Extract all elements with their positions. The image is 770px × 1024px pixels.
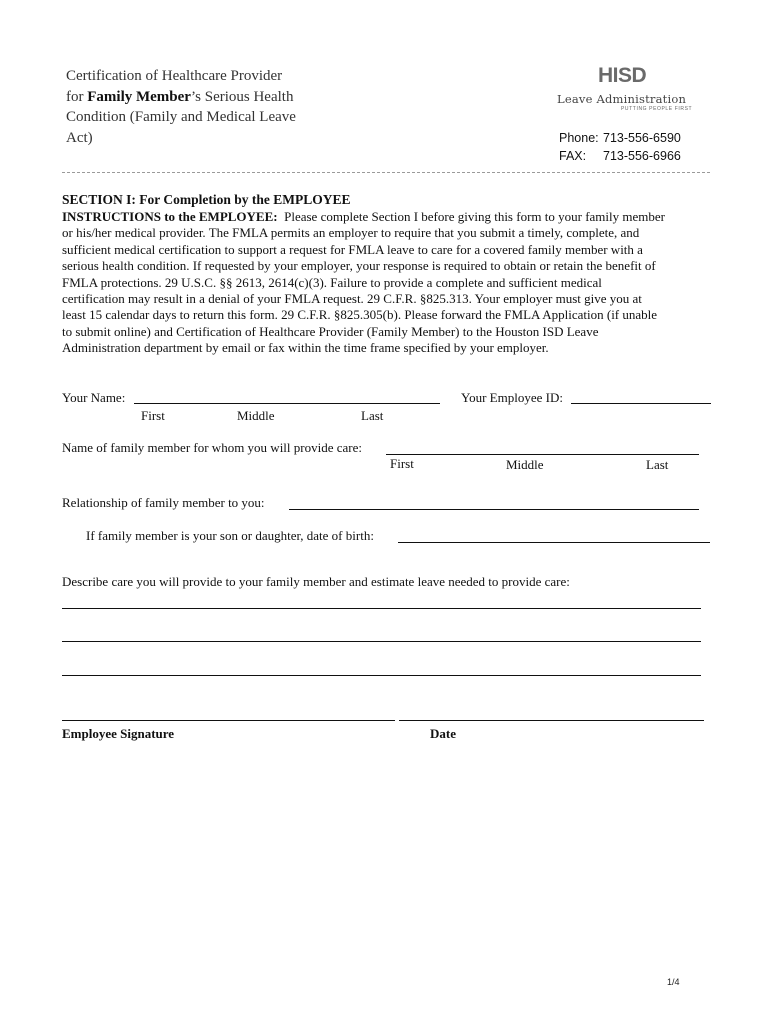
describe-care-line-1[interactable] <box>62 608 701 609</box>
describe-care-label: Describe care you will provide to your family member and estimate leave needed to provide care: <box>62 574 570 589</box>
instructions-line-4: serious health condition. If requested by your employer, your response is required to obtain or retain the benefit of <box>62 258 656 274</box>
instructions-line-5: FMLA protections. 29 U.S.C. §§ 2613, 2614(c)(3). Failure to provide a complete and sufficient medical <box>62 274 602 290</box>
section-heading: SECTION I: For Completion by the EMPLOYEE <box>62 192 351 207</box>
dob-field[interactable] <box>398 542 710 543</box>
family-member-middle-caption: Middle <box>506 457 544 472</box>
employee-signature-field[interactable] <box>62 720 395 721</box>
describe-care-line-3[interactable] <box>62 675 701 676</box>
fax-number: 713-556-6966 <box>603 149 681 163</box>
your-name-field[interactable] <box>134 403 440 404</box>
employee-signature-label: Employee Signature <box>62 726 175 741</box>
page-number: 1/4 <box>667 977 680 987</box>
instructions-line-8: to submit online) and Certification of Healthcare Provider (Family Member) to the Houston ISD Leave <box>62 323 599 339</box>
instructions-block <box>62 209 712 357</box>
instructions-line-1 <box>62 209 712 225</box>
title-serious-health: ’s Serious Health <box>190 88 294 105</box>
your-name-label: Your Name: <box>62 390 126 405</box>
instructions-line-9: Administration department by email or fax within the time frame specified by your employer. <box>62 340 549 356</box>
instructions-line-2: or his/her medical provider. The FMLA permits an employer to require that you submit a timely, complete, and <box>62 225 640 241</box>
dob-label: If family member is your son or daughter, date of birth: <box>86 528 374 543</box>
instructions-line-6: certification may result in a denial of your FMLA request. 29 C.F.R. §825.313. Your employer must give you at <box>62 291 642 307</box>
your-name-last-caption: Last <box>361 408 384 423</box>
form-title-line-4: Act) <box>66 129 93 146</box>
family-member-name-field[interactable] <box>386 454 699 455</box>
fax-line <box>559 149 681 163</box>
your-name-first-caption: First <box>141 408 165 423</box>
employee-id-field[interactable] <box>571 403 711 404</box>
leave-administration-logo-text: Leave Administration <box>557 92 687 106</box>
form-title-line-2 <box>66 87 293 108</box>
phone-line <box>559 131 681 145</box>
signature-date-label: Date <box>430 726 456 741</box>
form-title-line-1: Certification of Healthcare Provider <box>66 68 283 84</box>
phone-label: Phone: <box>559 131 599 145</box>
phone-number: 713-556-6590 <box>603 131 681 145</box>
signature-date-field[interactable] <box>399 720 704 721</box>
describe-care-line-2[interactable] <box>62 641 701 642</box>
instructions-label: INSTRUCTIONS to the EMPLOYEE: <box>62 209 278 224</box>
relationship-label: Relationship of family member to you: <box>62 495 265 510</box>
title-family-member: Family Member <box>87 88 191 105</box>
instructions-line-3: sufficient medical certification to support a request for FMLA leave to care for a covered family member with a <box>62 241 643 257</box>
instructions-line-7: least 15 calendar days to return this form. 29 C.F.R. §825.305(b). Please forward the FMLA Application (if unable <box>62 307 658 323</box>
family-member-name-label: Name of family member for whom you will provide care: <box>62 440 362 455</box>
form-title-line-3: Condition (Family and Medical Leave <box>66 109 296 125</box>
fax-label: FAX: <box>559 149 587 163</box>
family-member-first-caption: First <box>390 456 414 471</box>
family-member-last-caption: Last <box>646 457 669 472</box>
your-name-middle-caption: Middle <box>237 408 275 423</box>
relationship-field[interactable] <box>289 509 699 510</box>
header-divider <box>62 172 710 173</box>
instructions-text-1: Please complete Section I before giving this form to your family member <box>284 209 665 224</box>
hisd-logo: HISD <box>598 64 647 87</box>
employee-id-label: Your Employee ID: <box>461 390 563 405</box>
title-for: for <box>66 88 88 105</box>
logo-tagline: PUTTING PEOPLE FIRST <box>621 106 693 112</box>
